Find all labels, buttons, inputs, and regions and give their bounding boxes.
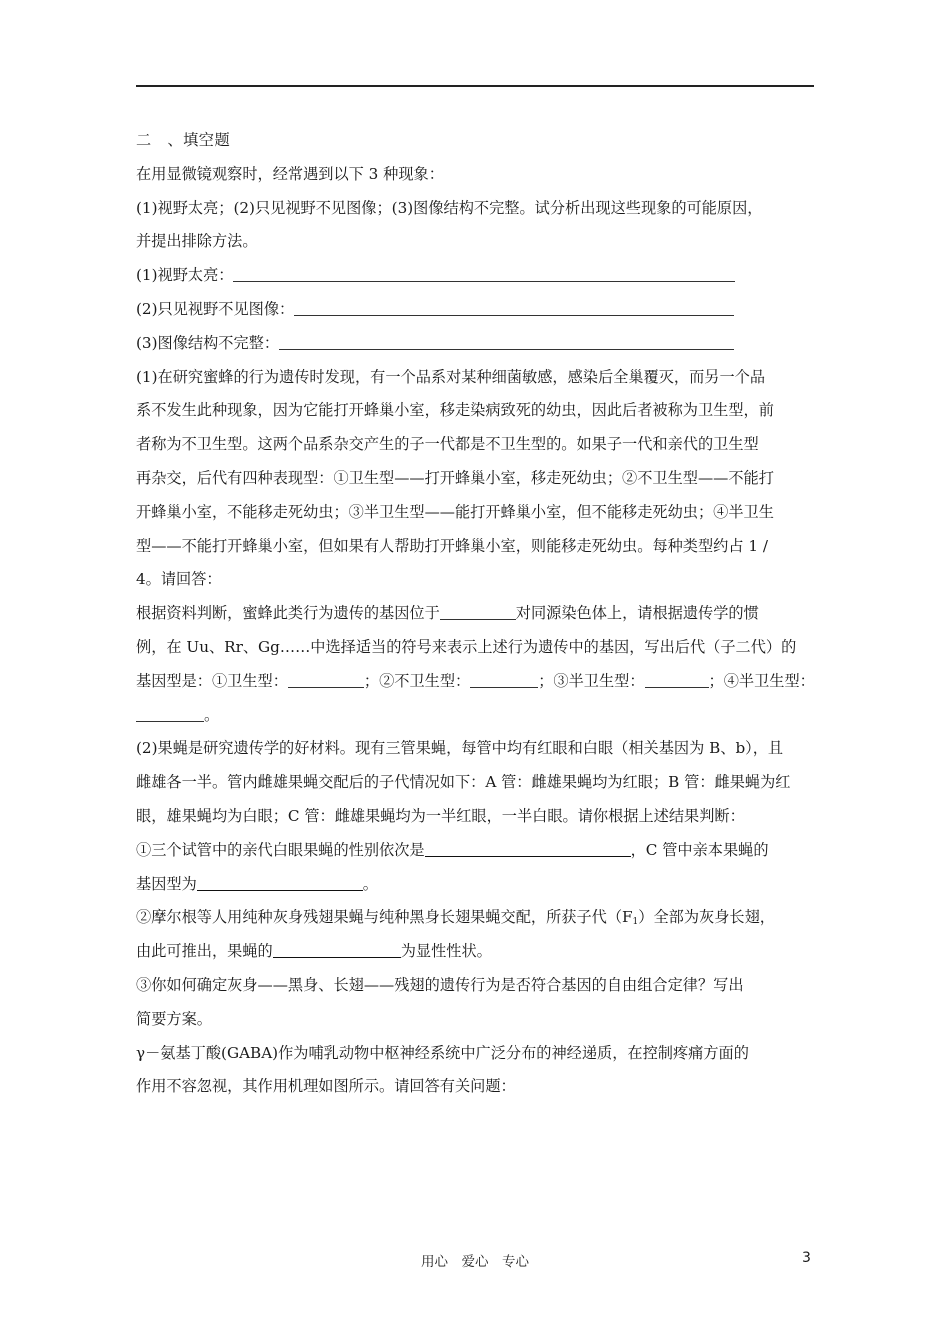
q2-para-line-4: 再杂交，后代有四种表现型：①卫生型——打开蜂巢小室，移走死幼虫；②不卫生型——不能打 <box>136 468 774 487</box>
q3-para-line-1: (2)果蝇是研究遗传学的好材料。现有三管果蝇，每管中均有红眼和白眼（相关基因为 B、b），且 <box>136 739 784 758</box>
q2-para-line-1: (1)在研究蜜蜂的行为遗传时发现，有一个品系对某种细菌敏感，感染后全巢覆灭，而另一个品 <box>136 367 766 386</box>
q2-genotype-line-2 <box>136 699 816 733</box>
q3-dominant-suffix: 为显性性状。 <box>400 942 492 961</box>
q1-answer-1-blank[interactable] <box>233 263 735 282</box>
q3-question-3: ③你如何确定灰身——黑身、长翅——残翅的遗传行为是否符合基因的自由组合定律？写出 <box>136 975 744 994</box>
q2-genotype-label-3: ；③半卫生型： <box>538 671 645 690</box>
q2-genotype-blank-4[interactable] <box>136 703 204 722</box>
q3-question-1-cont <box>136 868 816 902</box>
q2-para-line-2: 系不发生此种现象，因为它能打开蜂巢小室，移走染病致死的幼虫，因此后者被称为卫生型，前 <box>136 401 774 420</box>
q1-answer-3 <box>136 327 816 361</box>
q2-end-mark: 。 <box>204 705 220 724</box>
page-number: 3 <box>802 1250 811 1266</box>
q2-genotype-blank-3[interactable] <box>645 669 709 688</box>
q2-para-line-3: 者称为不卫生型。这两个品系杂交产生的子一代都是不卫生型的。如果子一代和亲代的卫生型 <box>136 435 759 454</box>
q2-question-line-1 <box>136 597 816 631</box>
q1-desc-line-1: (1)视野太亮；(2)只见视野不见图像；(3)图像结构不完整。试分析出现这些现象的可能原因， <box>136 198 763 217</box>
q2-genotype-label-2: ；②不卫生型： <box>363 671 471 690</box>
q2-para-line-5: 开蜂巢小室，不能移走死幼虫；③半卫生型——能打开蜂巢小室，但不能移走死幼虫；④半卫生 <box>136 502 774 521</box>
section-title: 二 、填空题 <box>136 131 231 149</box>
q2-genotype-blank-1[interactable] <box>288 669 364 688</box>
q3-para-line-2: 雌雄各一半。管内雌雄果蝇交配后的子代情况如下：A 管：雌雄果蝇均为红眼；B 管：雌果蝇为红 <box>136 773 791 792</box>
q2-genotype-line <box>136 665 816 699</box>
q3-genotype-label: 基因型为 <box>136 874 197 893</box>
q3-dominant-label: 由此可推出，果蝇的 <box>136 942 273 961</box>
q1-desc-line-2: 并提出排除方法。 <box>136 232 258 251</box>
header-rule <box>136 85 814 87</box>
q1-intro: 在用显微镜观察时，经常遇到以下 3 种现象： <box>136 164 444 183</box>
q2-question-text: 根据资料判断，蜜蜂此类行为遗传的基因位于 <box>136 604 440 623</box>
q4-line-2: 作用不容忽视，其作用机理如图所示。请回答有关问题： <box>136 1077 516 1096</box>
q3-sex-order-blank[interactable] <box>425 838 631 857</box>
q2-question-line-2: 例，在 Uu、Rr、Gg……中选择适当的符号来表示上述行为遗传中的基因，写出后代（子二代）的 <box>136 637 797 656</box>
q1-answer-2-label: (2)只见视野不见图像： <box>136 299 295 318</box>
q1-answer-1-label: (1)视野太亮： <box>136 266 234 285</box>
q3-question-1-text: ，C 管中亲本果蝇的 <box>630 840 769 859</box>
q1-answer-1 <box>136 259 816 293</box>
q4-line-1: γ－氨基丁酸(GABA)作为哺乳动物中枢神经系统中广泛分布的神经递质，在控制疼痛方面的 <box>136 1043 749 1062</box>
q2-genotype-label-4: ；④半卫生型： <box>708 671 815 690</box>
q2-genotype-label-1: 基因型是：①卫生型： <box>136 671 288 690</box>
page-content <box>136 124 816 1104</box>
q3-question-2-text: ②摩尔根等人用纯种灰身残翅果蝇与纯种黑身长翅果蝇交配，所获子代（F <box>136 908 633 927</box>
q2-para-line-7: 4。请回答： <box>136 570 222 589</box>
q3-dominant-blank[interactable] <box>273 939 401 958</box>
q3-para-line-3: 眼，雄果蝇均为白眼；C 管：雌雄果蝇均为一半红眼，一半白眼。请你根据上述结果判断： <box>136 806 745 825</box>
q1-answer-3-blank[interactable] <box>279 331 734 350</box>
page-footer <box>0 1250 950 1270</box>
q1-answer-2 <box>136 293 816 327</box>
q3-question-3-cont: 简要方案。 <box>136 1009 212 1028</box>
q1-answer-2-blank[interactable] <box>294 297 734 316</box>
q2-para-line-6: 型——不能打开蜂巢小室，但如果有人帮助打开蜂巢小室，则能移走死幼虫。每种类型约占 1 / <box>136 536 768 555</box>
q3-question-2-text: ）全部为灰身长翅， <box>638 908 775 927</box>
q3-end-mark: 。 <box>362 874 378 893</box>
q3-f1-subscript: 1 <box>632 917 639 928</box>
q3-question-2 <box>136 901 816 935</box>
q3-question-1-text: ①三个试管中的亲代白眼果蝇的性别依次是 <box>136 840 425 859</box>
q2-chromosome-blank[interactable] <box>440 601 516 620</box>
q3-genotype-blank[interactable] <box>197 872 363 891</box>
q3-question-2-cont <box>136 935 816 969</box>
q3-question-1 <box>136 834 816 868</box>
footer-slogan: 用心 爱心 专心 <box>421 1254 529 1270</box>
q2-question-text: 对同源染色体上，请根据遗传学的惯 <box>515 604 759 623</box>
q1-answer-3-label: (3)图像结构不完整： <box>136 333 280 352</box>
q2-genotype-blank-2[interactable] <box>470 669 538 688</box>
